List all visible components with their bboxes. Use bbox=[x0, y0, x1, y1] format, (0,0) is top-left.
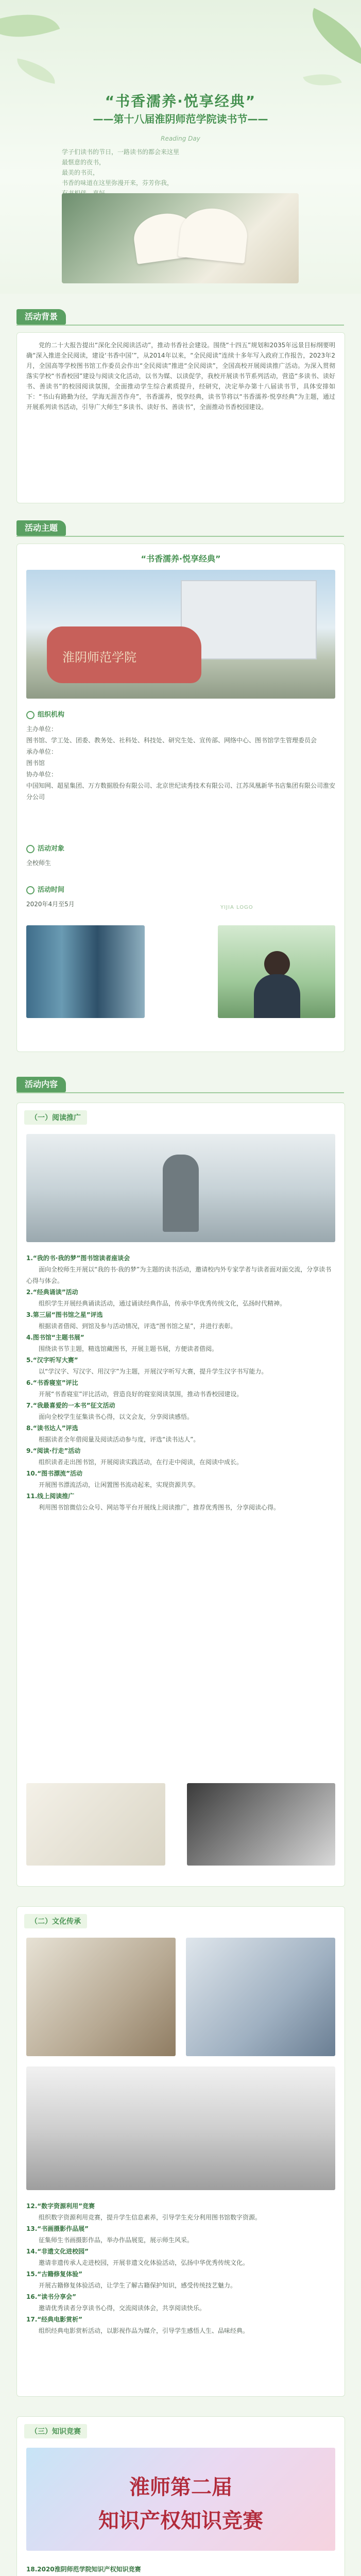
time-heading: 活动时间 bbox=[26, 884, 335, 894]
quiz-banner bbox=[26, 2448, 335, 2551]
student-reading-photo bbox=[218, 925, 335, 1018]
org-line: 主办单位： bbox=[26, 725, 58, 733]
activity-title: 18.2020淮阴师范学院知识产权知识竞赛 bbox=[26, 2566, 141, 2573]
section-divider bbox=[16, 536, 344, 537]
activity-desc: 邀请非遗传承人走进校园，开展非遗文化体验活动，弘扬中华优秀传统文化。 bbox=[39, 2259, 249, 2266]
activity-desc: 组织数字资源利用竞赛，提升学生信息素养，引导学生充分利用图书馆数字资源。 bbox=[39, 2214, 262, 2221]
activity-desc: 开展图书漂流活动，让闲置图书流动起来，实现资源共享。 bbox=[39, 1481, 200, 1488]
tab-culture: （二）文化传承 bbox=[24, 1914, 87, 1928]
leaf-decoration bbox=[301, 8, 361, 64]
open-book-image bbox=[62, 193, 299, 283]
calligraphy-photo bbox=[26, 1938, 176, 2056]
theme-title: “书香濡养·悦享经典” bbox=[141, 554, 221, 564]
section-badge-theme: 活动主题 bbox=[16, 520, 66, 536]
intro-line: 学子们读书的节日，一路读书的都会来这里 bbox=[62, 148, 180, 156]
section-badge-background: 活动背景 bbox=[16, 309, 66, 325]
activity-desc: 邀请优秀读者分享读书心得，交流阅读体会，共享阅读快乐。 bbox=[39, 2304, 206, 2312]
tab-reading-promotion: （一）阅读推广 bbox=[24, 1110, 87, 1125]
intro-line: 最美的书页， bbox=[62, 169, 99, 176]
content-panel-reading bbox=[16, 1103, 345, 1887]
activity-desc: 组织经典电影赏析活动，以影视作品为媒介，引导学生感悟人生、品味经典。 bbox=[39, 2327, 249, 2334]
activity-title: 3.第三届“图书馆之星”评选 bbox=[26, 1311, 103, 1318]
content-panel-quiz bbox=[16, 2416, 345, 2576]
page-subtitle: ——第十八届淮阴师范学院读书节—— bbox=[93, 113, 268, 125]
statue bbox=[163, 1155, 199, 1232]
campus-stone bbox=[47, 626, 201, 683]
activity-title: 8.“读书达人”评选 bbox=[26, 1425, 78, 1432]
banner-title-2: 知识产权知识竞赛 bbox=[98, 2509, 263, 2533]
activity-title: 9.“阅读·行走”活动 bbox=[26, 1447, 81, 1454]
activity-title: 17.“经典电影赏析” bbox=[26, 2316, 83, 2323]
org-line: 图书馆、学工处、团委、教务处、社科处、科技处、研究生处、宣传部、网络中心、图书馆学生管理委员会 bbox=[26, 736, 317, 744]
activity-desc: 开展“书香寝室”评比活动，营造良好的寝室阅读氛围，推动书香校园建设。 bbox=[39, 1391, 243, 1398]
intro-lines bbox=[62, 147, 299, 198]
leaf-decoration bbox=[0, 0, 60, 52]
content-panel-culture bbox=[16, 1906, 345, 2397]
students-activity-photo bbox=[186, 1938, 335, 2056]
section-divider bbox=[16, 325, 344, 326]
activity-desc: 面向全校师生开展以“我的书·我的梦”为主题的读书活动，邀请校内外专家学者与读者面对面交流，分享读书心得与体会。 bbox=[26, 1266, 332, 1284]
header bbox=[0, 0, 361, 294]
english-tag: Reading Day bbox=[161, 135, 200, 142]
activity-desc: 组织读者走出图书馆，开展阅读实践活动，在行走中阅读，在阅读中成长。 bbox=[39, 1459, 243, 1466]
activity-title: 1.“我的书·我的梦”图书馆读者座谈会 bbox=[26, 1255, 130, 1262]
student-head bbox=[264, 951, 290, 977]
activity-title: 2.“经典诵读”活动 bbox=[26, 1289, 78, 1296]
activity-desc: 根据读者借阅、到馆及参与活动情况，评选“图书馆之星”，并进行表彰。 bbox=[39, 1323, 237, 1330]
student-body bbox=[254, 974, 300, 1018]
org-line: 图书馆 bbox=[26, 759, 45, 767]
activity-title: 12.“数字资源利用”竞赛 bbox=[26, 2202, 95, 2210]
time-text: 2020年4月至5月 bbox=[26, 900, 75, 908]
open-books-photo bbox=[26, 1783, 165, 1866]
activity-desc: 征集师生书画摄影作品，举办作品展览，展示师生风采。 bbox=[39, 2236, 194, 2244]
activity-desc: 组织学生开展经典诵读活动，通过诵读经典作品，传承中华优秀传统文化，弘扬时代精神。 bbox=[39, 1300, 286, 1307]
book-page bbox=[178, 205, 250, 263]
circle-icon bbox=[26, 845, 35, 853]
banner-title-1: 淮师第二届 bbox=[129, 2475, 232, 2499]
background-panel bbox=[16, 332, 345, 503]
activity-desc: 面向全校学生征集读书心得，以文会友，分享阅读感悟。 bbox=[39, 1413, 194, 1420]
activity-desc: 根据读者全年借阅量及阅读活动参与度，评选“读书达人”。 bbox=[39, 1436, 200, 1443]
activity-title: 5.“汉字听写大赛” bbox=[26, 1357, 78, 1364]
group-photo bbox=[26, 2066, 335, 2190]
library-shelves-photo bbox=[26, 925, 145, 1018]
background-paragraph: 党的二十大报告提出“深化全民阅读活动”，推动书香社会建设。围绕“十四五”规划和2035年远景目标纲要明确“深入推进全民阅读，建设‘书香中国’”，从2014年以来，“全民阅读”连续十多年写入政府工作报告，2023年2月，全国高等学校图书馆工作委员会作出“全民阅读”推进“全民阅读”，全国高校开展阅读推广活动。为深入贯彻落实学校“书香校园”建设与阅读文化活动，以书为媒、以读促学，我校开展读书节系列活动，营造“多读书、读好书、善读书”的校园阅读氛围，全面推动学生综合素质提升，经研究，决定举办第十八届读书节，具体安排如下：“书山有路勤为径，学海无涯苦作舟”，书香濡养，悦享经典，读书节将以“书香濡养·悦享经典”为主题，通过开展系列读书活动，引导广大师生“多读书、读好书、善读书”，全面推动书香校园建设。 bbox=[26, 342, 335, 411]
campus-photo bbox=[26, 570, 335, 699]
circle-icon bbox=[26, 886, 35, 894]
library-hall-photo bbox=[26, 1134, 335, 1242]
activity-title: 7.“我最喜爱的一本书”征文活动 bbox=[26, 1402, 115, 1409]
activity-title: 16.“读书分享会” bbox=[26, 2293, 77, 2300]
activity-title: 15.“古籍修复体验” bbox=[26, 2270, 83, 2278]
leaf-decoration bbox=[303, 67, 341, 92]
activity-desc: 开展古籍修复体验活动，让学生了解古籍保护知识，感受传统技艺魅力。 bbox=[39, 2282, 237, 2289]
activity-title: 6.“书香寝室”评比 bbox=[26, 1379, 78, 1386]
activity-title: 11.线上阅读推广 bbox=[26, 1493, 75, 1500]
campus-stone-text: 淮阴师范学院 bbox=[62, 650, 136, 665]
org-line: 协办单位： bbox=[26, 770, 58, 778]
theme-panel bbox=[16, 544, 345, 1052]
tab-quiz: （三）知识竞赛 bbox=[24, 2424, 87, 2438]
audience-text: 全校师生 bbox=[26, 859, 51, 867]
org-heading: 组织机构 bbox=[26, 709, 335, 719]
reading-event-photo bbox=[187, 1783, 335, 1866]
activity-desc: 围绕读书节主题，精选馆藏图书，开展主题书展，方便读者借阅。 bbox=[39, 1345, 218, 1352]
circle-icon bbox=[26, 711, 35, 719]
intro-line: 书香的味道在这里弥漫开来，芬芳你我， bbox=[62, 179, 174, 187]
leaf-decoration bbox=[14, 58, 58, 83]
org-line: 中国知网、超星集团、万方数据股份有限公司、北京世纪读秀技术有限公司、江苏凤凰新华书店集团有限公司淮安分公司 bbox=[26, 782, 336, 801]
activity-title: 13.“书画摄影作品展” bbox=[26, 2225, 89, 2232]
section-badge-content: 活动内容 bbox=[16, 1077, 66, 1092]
audience-heading: 活动对象 bbox=[26, 843, 335, 853]
section-divider bbox=[16, 1092, 344, 1093]
intro-line: 最惬意的夜书， bbox=[62, 159, 106, 166]
logo-text: YIJIA LOGO bbox=[220, 905, 253, 910]
activity-title: 4.图书馆“主题书展” bbox=[26, 1334, 84, 1341]
activity-desc: 以“学汉字、写汉字、用汉字”为主题，开展汉字听写大赛，提升学生汉字书写能力。 bbox=[39, 1368, 268, 1375]
activity-title: 14.“非遗文化进校园” bbox=[26, 2248, 89, 2255]
activity-title: 10.“图书漂流”活动 bbox=[26, 1470, 83, 1477]
page-title: “书香濡养·悦享经典” bbox=[105, 93, 256, 110]
activity-desc: 利用图书馆微信公众号、网站等平台开展线上阅读推广，推荐优秀图书，分享阅读心得。 bbox=[39, 1504, 280, 1511]
org-line: 承办单位： bbox=[26, 748, 58, 755]
